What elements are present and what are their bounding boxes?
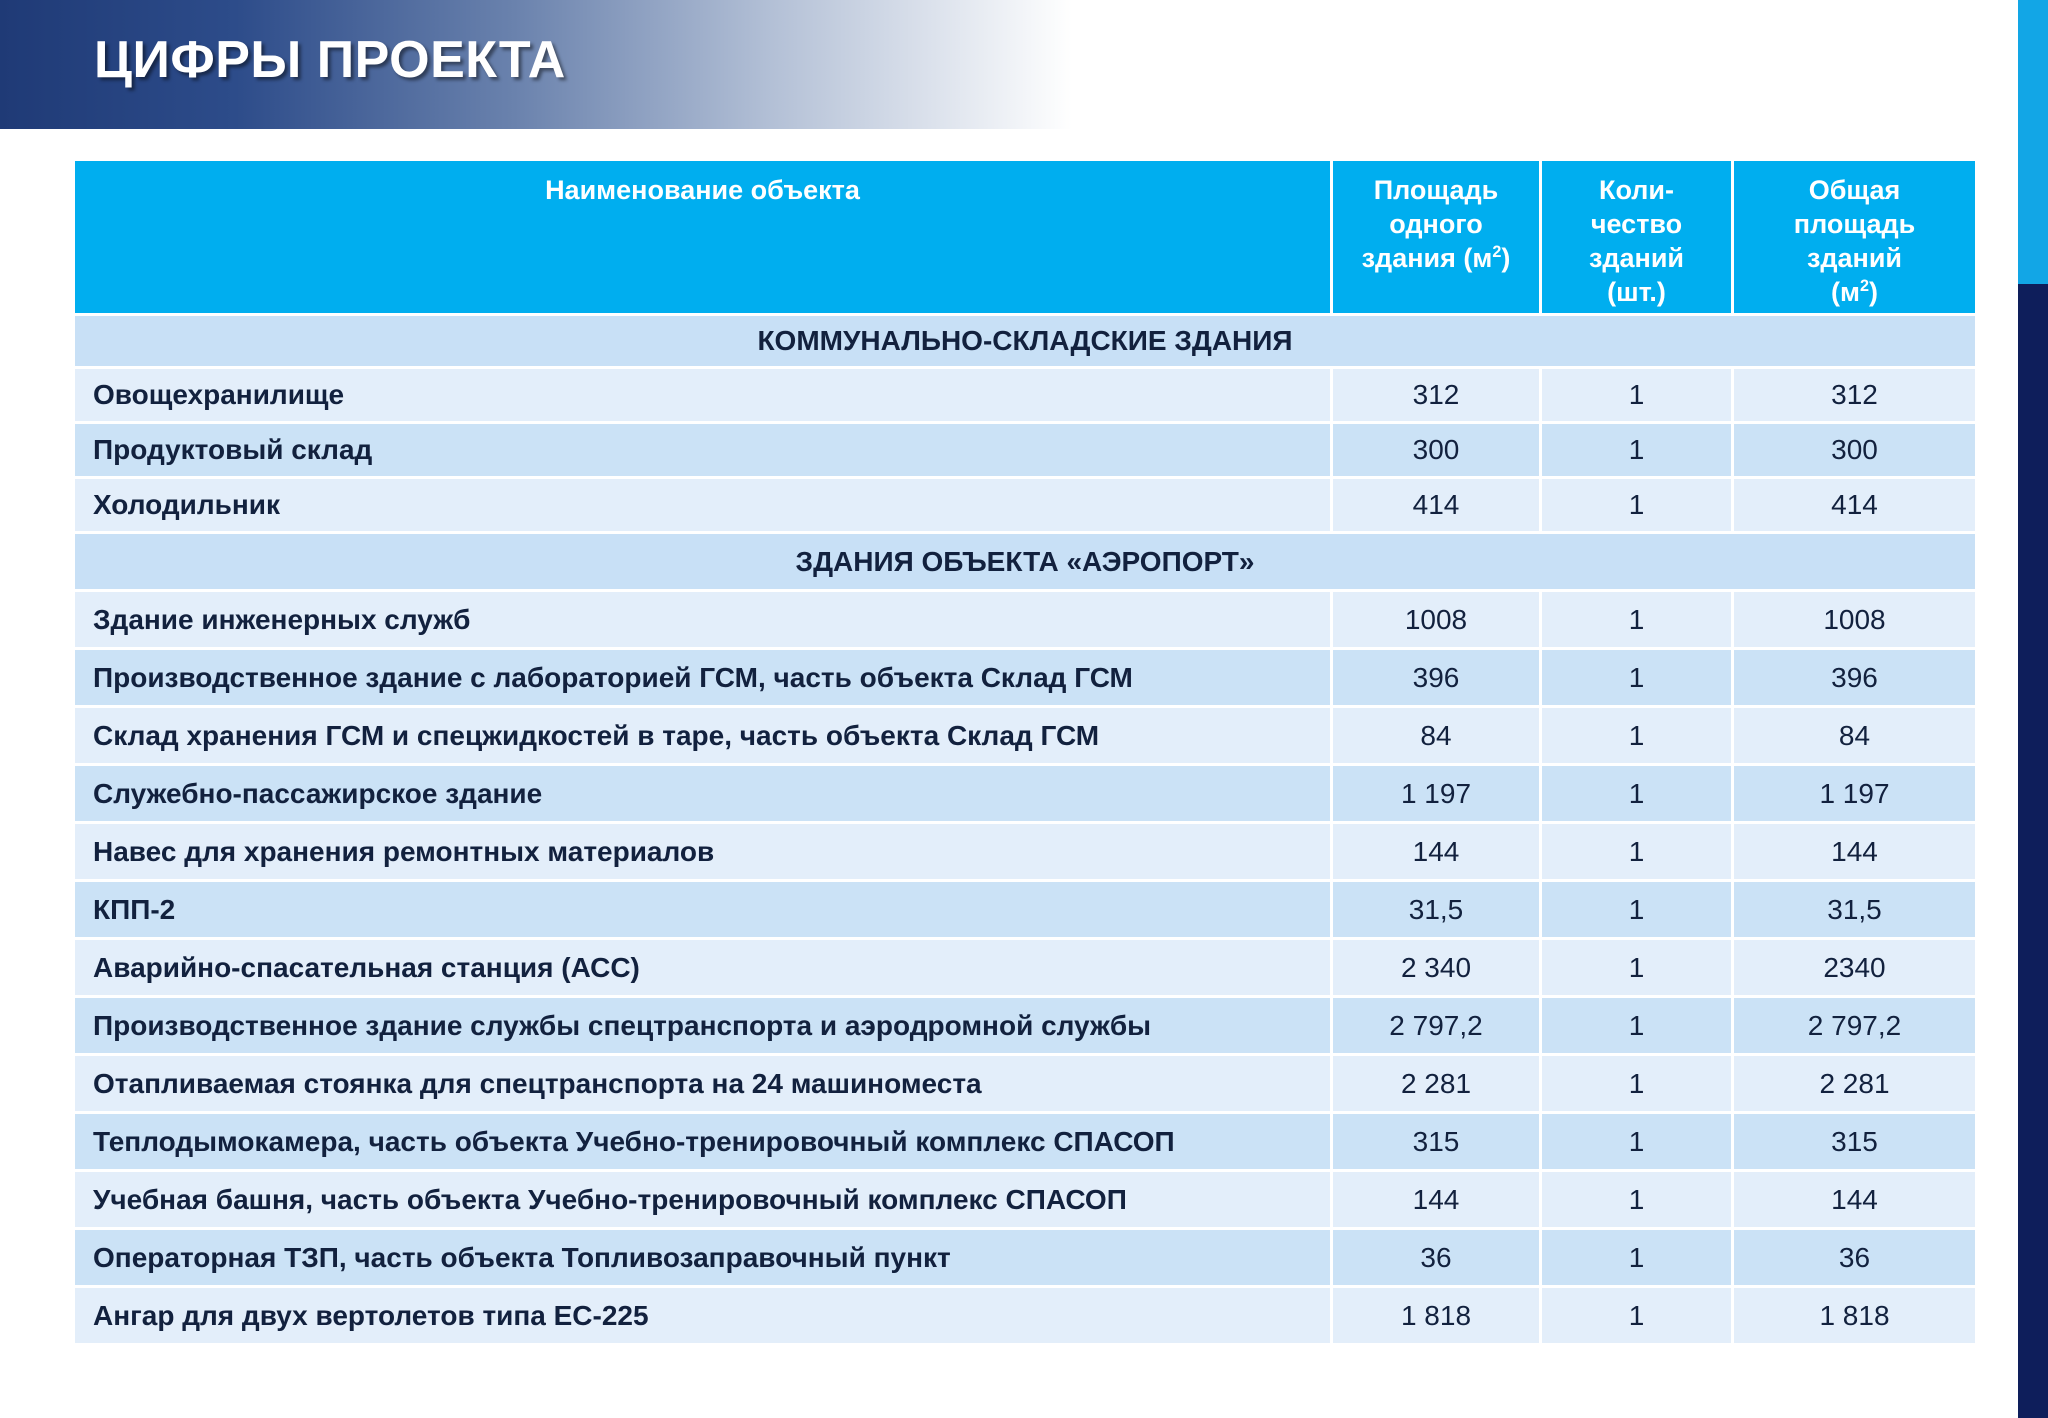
cell-area: 414	[1333, 479, 1539, 531]
table-row	[75, 1172, 1975, 1227]
cell-count: 1	[1542, 650, 1731, 705]
cell-total: 315	[1734, 1114, 1975, 1169]
cell-area: 1 197	[1333, 766, 1539, 821]
cell-count: 1	[1542, 1230, 1731, 1285]
cell-area: 315	[1333, 1114, 1539, 1169]
table-row	[75, 998, 1975, 1053]
cell-total: 1 818	[1734, 1288, 1975, 1343]
cell-total: 31,5	[1734, 882, 1975, 937]
cell-total: 144	[1734, 1172, 1975, 1227]
table-row	[75, 369, 1975, 421]
table-row	[75, 708, 1975, 763]
column-header-total-area: Общая площадь зданий $(м^2)$	[1734, 161, 1975, 313]
table-row	[75, 824, 1975, 879]
cell-total: 312	[1734, 369, 1975, 421]
cell-area: 36	[1333, 1230, 1539, 1285]
cell-count: 1	[1542, 1056, 1731, 1111]
cell-area: 31,5	[1333, 882, 1539, 937]
cell-name: КПП-2	[75, 882, 1330, 937]
cell-total: 1008	[1734, 592, 1975, 647]
cell-name: Аварийно-спасательная станция (АСС)	[75, 940, 1330, 995]
cell-name: Продуктовый склад	[75, 424, 1330, 476]
cell-name: Здание инженерных служб	[75, 592, 1330, 647]
cell-count: 1	[1542, 592, 1731, 647]
table-row	[75, 882, 1975, 937]
cell-name: Овощехранилище	[75, 369, 1330, 421]
section-row-communal	[75, 316, 1975, 366]
cell-count: 1	[1542, 1172, 1731, 1227]
cell-area: 84	[1333, 708, 1539, 763]
cell-area: 144	[1333, 824, 1539, 879]
cell-count: 1	[1542, 708, 1731, 763]
cell-total: 36	[1734, 1230, 1975, 1285]
cell-area: 300	[1333, 424, 1539, 476]
cell-count: 1	[1542, 369, 1731, 421]
cell-area: 1 818	[1333, 1288, 1539, 1343]
column-header-area: Площадь одного здания $(м^2)$	[1333, 161, 1539, 313]
cell-area: 1008	[1333, 592, 1539, 647]
table-row	[75, 1056, 1975, 1111]
table-row	[75, 650, 1975, 705]
cell-total: 300	[1734, 424, 1975, 476]
cell-area: 2 797,2	[1333, 998, 1539, 1053]
cell-area: 396	[1333, 650, 1539, 705]
cell-total: 1 197	[1734, 766, 1975, 821]
slide-title: ЦИФРЫ ПРОЕКТА	[94, 31, 566, 89]
cell-name: Холодильник	[75, 479, 1330, 531]
cell-total: 2 797,2	[1734, 998, 1975, 1053]
cell-count: 1	[1542, 1114, 1731, 1169]
cell-count: 1	[1542, 1288, 1731, 1343]
cell-name: Учебная башня, часть объекта Учебно-тренировочный комплекс СПАСОП	[75, 1172, 1330, 1227]
cell-name: Теплодымокамера, часть объекта Учебно-тренировочный комплекс СПАСОП	[75, 1114, 1330, 1169]
column-header-count: Коли- чество зданий (шт.)	[1542, 161, 1731, 313]
section-title: ЗДАНИЯ ОБЪЕКТА «АЭРОПОРТ»	[75, 534, 1975, 589]
side-accent-bar-top	[2018, 0, 2048, 284]
cell-name: Склад хранения ГСМ и спецжидкостей в таре, часть объекта Склад ГСМ	[75, 708, 1330, 763]
cell-area: 144	[1333, 1172, 1539, 1227]
cell-count: 1	[1542, 882, 1731, 937]
cell-total: 2 281	[1734, 1056, 1975, 1111]
cell-name: Отапливаемая стоянка для спецтранспорта на 24 машиноместа	[75, 1056, 1330, 1111]
table-row	[75, 1288, 1975, 1343]
side-accent-bar-bottom	[2018, 284, 2048, 1418]
title-banner	[0, 0, 1072, 129]
cell-area: 2 340	[1333, 940, 1539, 995]
section-row-airport	[75, 534, 1975, 589]
cell-total: 144	[1734, 824, 1975, 879]
cell-area: 2 281	[1333, 1056, 1539, 1111]
cell-total: 84	[1734, 708, 1975, 763]
table-row	[75, 940, 1975, 995]
table-row	[75, 424, 1975, 476]
cell-name: Производственное здание с лабораторией ГСМ, часть объекта Склад ГСМ	[75, 650, 1330, 705]
cell-total: 2340	[1734, 940, 1975, 995]
cell-total: 414	[1734, 479, 1975, 531]
cell-area: 312	[1333, 369, 1539, 421]
column-header-name: Наименование объекта	[75, 161, 1330, 313]
cell-name: Производственное здание службы спецтранспорта и аэродромной службы	[75, 998, 1330, 1053]
project-figures-table	[72, 158, 1978, 1346]
table-header-row	[75, 161, 1975, 313]
table-row	[75, 766, 1975, 821]
section-title: КОММУНАЛЬНО-СКЛАДСКИЕ ЗДАНИЯ	[75, 316, 1975, 366]
cell-name: Служебно-пассажирское здание	[75, 766, 1330, 821]
cell-total: 396	[1734, 650, 1975, 705]
table-row	[75, 479, 1975, 531]
table-row	[75, 592, 1975, 647]
cell-count: 1	[1542, 479, 1731, 531]
cell-name: Операторная ТЗП, часть объекта Топливозаправочный пункт	[75, 1230, 1330, 1285]
cell-count: 1	[1542, 824, 1731, 879]
cell-name: Навес для хранения ремонтных материалов	[75, 824, 1330, 879]
cell-count: 1	[1542, 424, 1731, 476]
cell-name: Ангар для двух вертолетов типа ЕС-225	[75, 1288, 1330, 1343]
table-row	[75, 1114, 1975, 1169]
cell-count: 1	[1542, 766, 1731, 821]
cell-count: 1	[1542, 998, 1731, 1053]
table-row	[75, 1230, 1975, 1285]
cell-count: 1	[1542, 940, 1731, 995]
